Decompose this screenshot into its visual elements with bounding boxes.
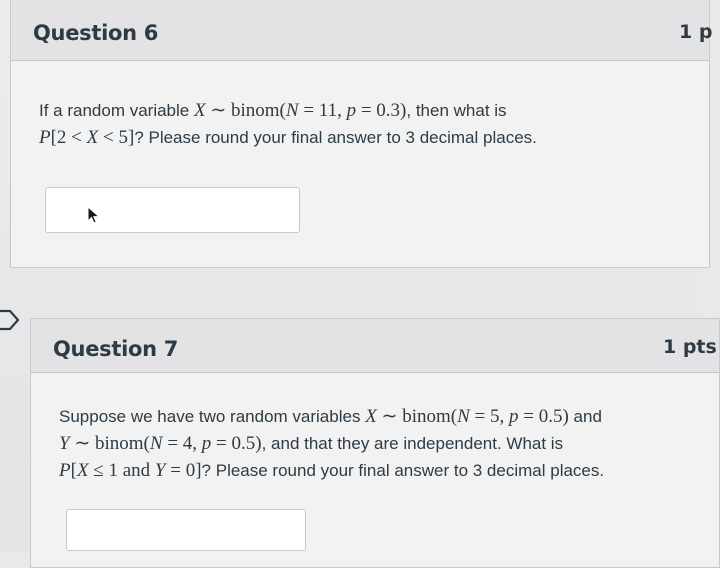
flag-outline-icon[interactable] bbox=[0, 305, 22, 335]
question-text bbox=[59, 403, 679, 484]
question-card-7 bbox=[30, 318, 720, 568]
question-title: Question 7 bbox=[53, 337, 179, 361]
question-text-part: , and that they are independent. What is bbox=[261, 434, 564, 453]
question-text-part: , then what is bbox=[406, 101, 507, 120]
question-text-part: and bbox=[568, 407, 602, 426]
math-expression: Y ∼ binom(N = 4, p = 0.5) bbox=[59, 433, 262, 454]
answer-input[interactable] bbox=[45, 187, 300, 233]
question-header bbox=[31, 319, 719, 373]
question-text-part: ? Please round your final answer to 3 decimal places. bbox=[201, 461, 605, 480]
mouse-pointer-icon bbox=[86, 206, 102, 224]
question-header bbox=[11, 0, 713, 61]
math-expression: P[X ≤ 1 and Y = 0] bbox=[59, 460, 202, 481]
question-points: 1 pts bbox=[663, 336, 717, 358]
math-expression: P[2 < X < 5] bbox=[39, 127, 135, 148]
question-text-part: ? Please round your final answer to 3 decimal places. bbox=[134, 128, 537, 147]
math-expression: X ∼ binom(N = 5, p = 0.5) bbox=[365, 406, 569, 427]
question-text-part: If a random variable bbox=[39, 101, 194, 120]
math-expression: X ∼ binom(N = 11, p = 0.3) bbox=[193, 100, 407, 121]
answer-input[interactable] bbox=[66, 509, 306, 551]
question-text-part: Suppose we have two random variables bbox=[59, 407, 366, 426]
question-text bbox=[39, 97, 639, 151]
question-title: Question 6 bbox=[33, 21, 159, 45]
question-card-6 bbox=[10, 0, 713, 268]
question-points: 1 p bbox=[679, 21, 713, 43]
